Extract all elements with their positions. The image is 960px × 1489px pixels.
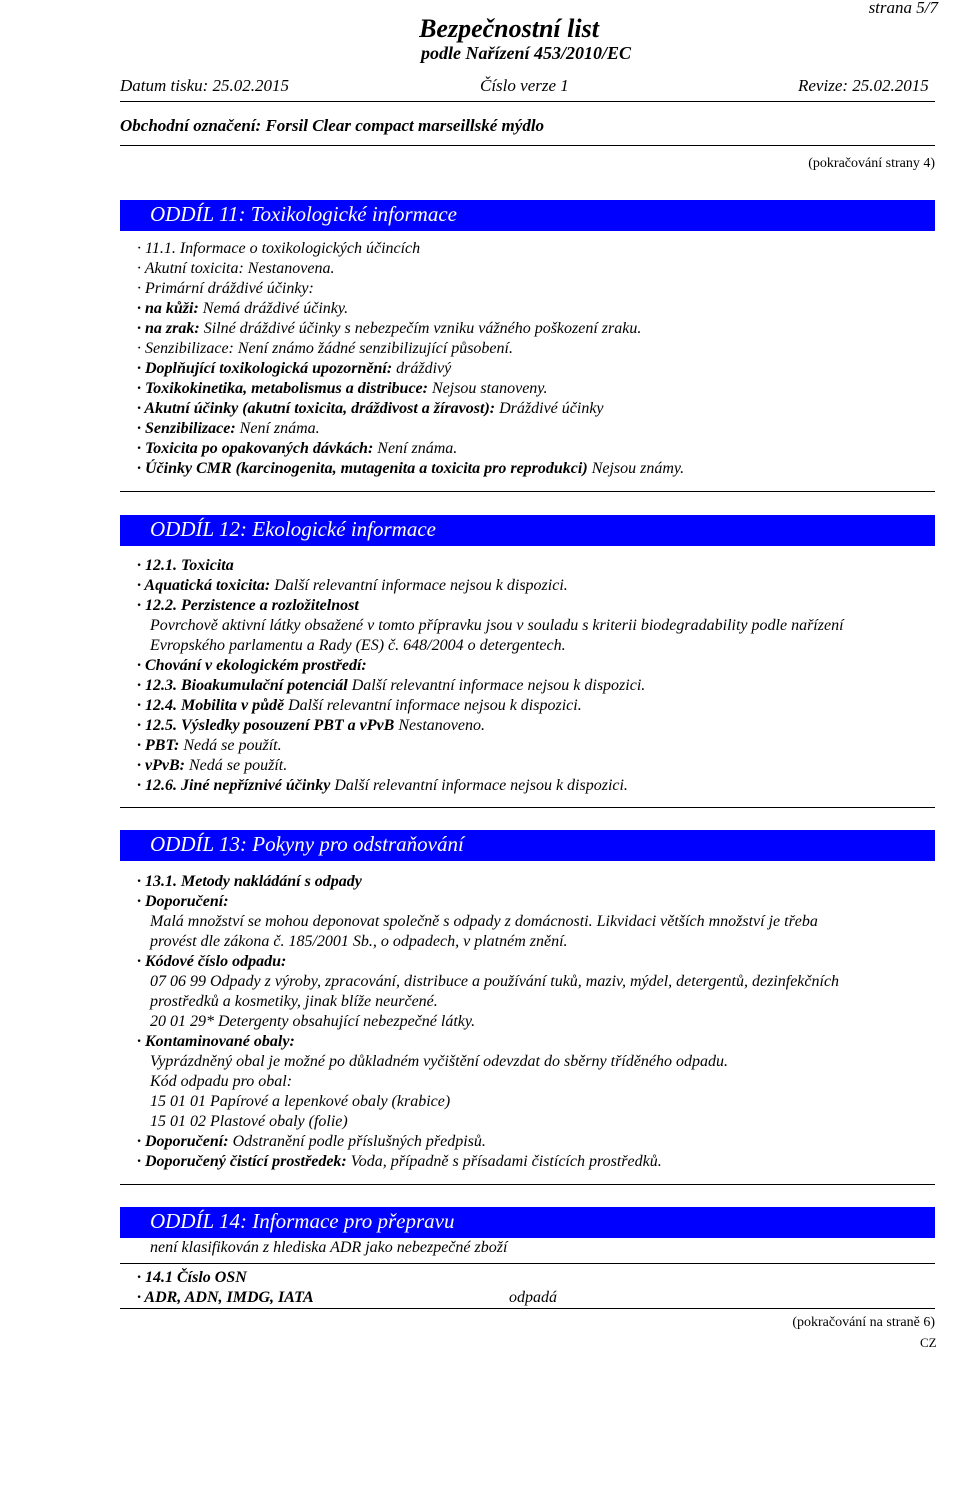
s13-line: 15 01 01 Papírové a lepenkové obaly (krabice) xyxy=(150,1093,451,1110)
section-13-title: ODDÍL 13: Pokyny pro odstraňování xyxy=(150,832,464,856)
s12-line: · 12.1. Toxicita xyxy=(137,557,234,574)
section-divider xyxy=(120,807,935,808)
page-number: strana 5/7 xyxy=(868,0,938,17)
product-name: Obchodní označení: Forsil Clear compact marseillské mýdlo xyxy=(120,116,545,135)
section-12-header xyxy=(120,515,935,546)
s12-line: · 12.5. Výsledky posouzení PBT a vPvB Nestanoveno. xyxy=(137,717,485,734)
s13-line: Kód odpadu pro obal: xyxy=(150,1073,293,1090)
s11-line: · Toxikokinetika, metabolismus a distribuce: Nejsou stanoveny. xyxy=(137,380,548,397)
s12-line: · vPvB: Nedá se použít. xyxy=(137,757,288,774)
s13-line: · Doporučení: Odstranění podle příslušných předpisů. xyxy=(137,1133,486,1150)
print-date: Datum tisku: 25.02.2015 xyxy=(120,76,290,95)
header-divider xyxy=(120,101,935,102)
s12-line: · Chování v ekologickém prostředí: xyxy=(137,657,367,674)
s12-line: Povrchově aktivní látky obsažené v tomto přípravku jsou v souladu s kriterii biodegradability podle nařízení xyxy=(150,617,844,634)
section-divider xyxy=(120,1184,935,1185)
s11-line: · Senzibilizace: Není známo žádné senzibilizující působení. xyxy=(137,340,513,357)
s13-line: · Doporučený čistící prostředek: Voda, případně s přísadami čistících prostředků. xyxy=(137,1153,662,1170)
s11-line: · Senzibilizace: Není známa. xyxy=(137,420,320,437)
s14-line: · ADR, ADN, IMDG, IATA xyxy=(137,1289,314,1306)
s11-line: · Doplňující toxikologická upozornění: dráždivý xyxy=(137,360,452,377)
s13-line: provést dle zákona č. 185/2001 Sb., o odpadech, v platném znění. xyxy=(150,933,568,950)
s14-value: odpadá xyxy=(509,1289,557,1306)
s11-line: · 11.1. Informace o toxikologických účincích xyxy=(137,240,421,257)
s11-line: · na kůži: Nemá dráždivé účinky. xyxy=(137,300,349,317)
language-code: CZ xyxy=(920,1335,937,1350)
section-divider xyxy=(120,1263,935,1264)
s11-line: · Akutní toxicita: Nestanovena. xyxy=(137,260,335,277)
continued-on: (pokračování na straně 6) xyxy=(792,1315,935,1330)
s14-line: · 14.1 Číslo OSN xyxy=(137,1269,247,1286)
section-13-header xyxy=(120,830,935,861)
section-11-title: ODDÍL 11: Toxikologické informace xyxy=(150,202,457,226)
s13-line: 07 06 99 Odpady z výroby, zpracování, distribuce a používání tuků, maziv, mýdel, detergentů, dezinfekčních xyxy=(150,973,840,990)
s12-line: · 12.3. Bioakumulační potenciál Další relevantní informace nejsou k dispozici. xyxy=(137,677,646,694)
s13-line: · Kódové číslo odpadu: xyxy=(137,953,287,970)
section-12-title: ODDÍL 12: Ekologické informace xyxy=(150,517,436,541)
s12-line: · 12.2. Perzistence a rozložitelnost xyxy=(137,597,359,614)
s13-line: 20 01 29* Detergenty obsahující nebezpečné látky. xyxy=(150,1013,476,1030)
section-14-title: ODDÍL 14: Informace pro přepravu xyxy=(150,1209,455,1233)
s11-line: · na zrak: Silné dráždivé účinky s nebezpečím vzniku vážného poškození zraku. xyxy=(137,320,642,337)
document-subtitle: podle Nařízení 453/2010/EC xyxy=(420,43,631,63)
s11-line: · Toxicita po opakovaných dávkách: Není známa. xyxy=(137,440,458,457)
s12-line: · Aquatická toxicita: Další relevantní informace nejsou k dispozici. xyxy=(137,577,568,594)
s11-line: · Primární dráždivé účinky: xyxy=(137,280,314,297)
s14-line: není klasifikován z hlediska ADR jako nebezpečné zboží xyxy=(150,1239,508,1256)
s12-line: · 12.6. Jiné nepříznivé účinky Další relevantní informace nejsou k dispozici. xyxy=(137,777,628,794)
s11-line: · Účinky CMR (karcinogenita, mutagenita a toxicita pro reprodukci) Nejsou známy. xyxy=(137,460,685,477)
s13-line: prostředků a kosmetiky, jinak blíže neurčené. xyxy=(150,993,438,1010)
section-divider xyxy=(120,1308,935,1309)
product-divider xyxy=(120,145,935,146)
section-divider xyxy=(120,491,935,492)
document-title: Bezpečnostní list xyxy=(419,14,599,43)
section-14-header xyxy=(120,1207,935,1238)
s13-line: 15 01 02 Plastové obaly (folie) xyxy=(150,1113,348,1130)
s13-line: · Kontaminované obaly: xyxy=(137,1033,295,1050)
s11-line: · Akutní účinky (akutní toxicita, dráždivost a žíravost): Dráždivé účinky xyxy=(137,400,604,417)
s13-line: · Doporučení: xyxy=(137,893,229,910)
section-11-header xyxy=(120,200,935,231)
s13-line: · 13.1. Metody nakládání s odpady xyxy=(137,873,362,890)
revision-date: Revize: 25.02.2015 xyxy=(798,76,929,95)
s13-line: Vyprázdněný obal je možné po důkladném vyčištění odevzdat do sběrny tříděného odpadu. xyxy=(150,1053,728,1070)
s13-line: Malá množství se mohou deponovat společně s odpady z domácnosti. Likvidaci větších množství je třeba xyxy=(150,913,818,930)
s12-line: · 12.4. Mobilita v půdě Další relevantní informace nejsou k dispozici. xyxy=(137,697,582,714)
continued-from: (pokračování strany 4) xyxy=(808,156,935,171)
s12-line: · PBT: Nedá se použít. xyxy=(137,737,282,754)
s12-line: Evropského parlamentu a Rady (ES) č. 648/2004 o detergentech. xyxy=(150,637,566,654)
version-number: Číslo verze 1 xyxy=(480,76,569,95)
